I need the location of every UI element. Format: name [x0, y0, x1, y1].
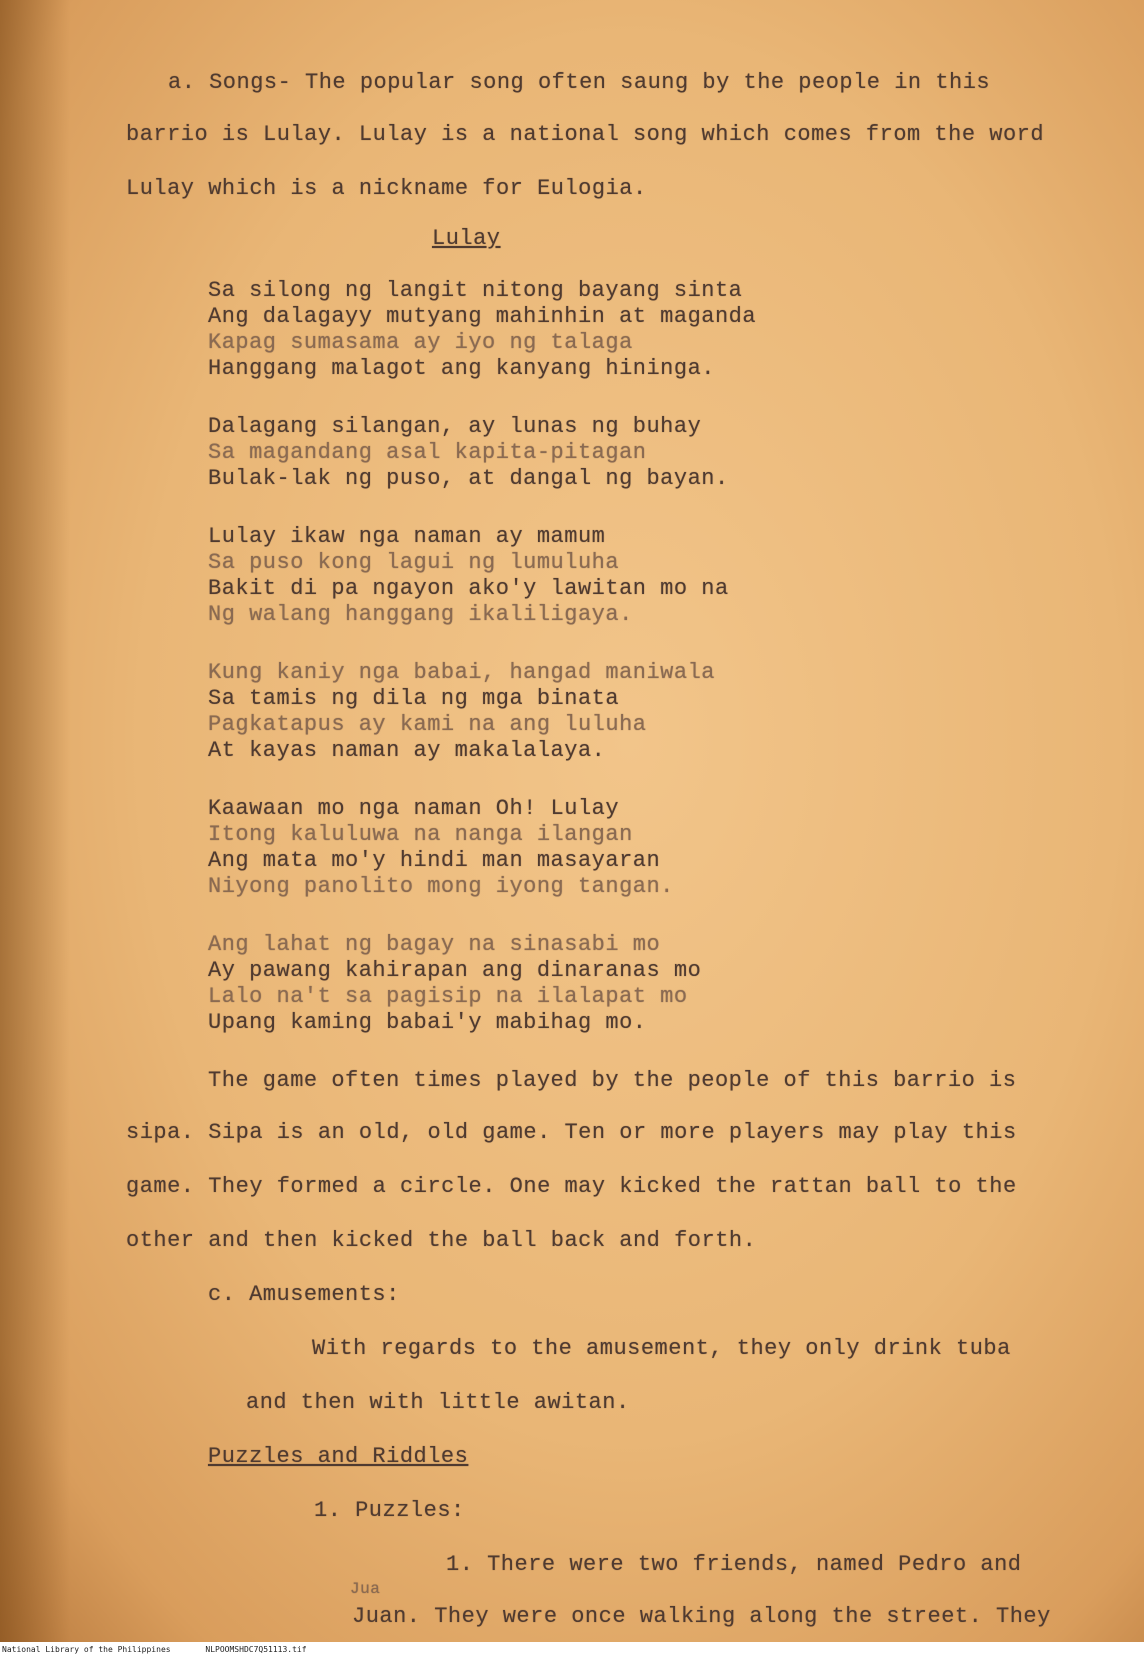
- songs-paragraph-line-3: Lulay which is a nickname for Eulogia.: [126, 176, 647, 201]
- song-title: Lulay: [432, 226, 501, 251]
- song-line: Kapag sumasama ay iyo ng talaga: [208, 330, 633, 355]
- song-line: Sa silong ng langit nitong bayang sinta: [208, 278, 743, 303]
- puzzle-continuation-line: Juan. They were once walking along the street. They: [352, 1604, 1051, 1629]
- amusements-line-2: and then with little awitan.: [246, 1390, 630, 1415]
- song-line: Bulak-lak ng puso, at dangal ng bayan.: [208, 466, 729, 491]
- song-line: Niyong panolito mong iyong tangan.: [208, 874, 674, 899]
- songs-paragraph-line-1: a. Songs- The popular song often saung by the people in this: [168, 70, 991, 95]
- games-paragraph-line-4: other and then kicked the ball back and forth.: [126, 1228, 757, 1253]
- amusements-line-1: With regards to the amusement, they only drink tuba: [312, 1336, 1011, 1361]
- footer-file-id: NLPOOMSHDC7Q51113.tif: [205, 1645, 307, 1654]
- song-line: Bakit di pa ngayon ako'y lawitan mo na: [208, 576, 729, 601]
- puzzle-item-line: 1. There were two friends, named Pedro and: [446, 1552, 1022, 1577]
- amusements-heading: c. Amusements:: [208, 1282, 400, 1307]
- song-line: Ay pawang kahirapan ang dinaranas mo: [208, 958, 702, 983]
- song-line: Sa tamis ng dila ng mga binata: [208, 686, 620, 711]
- correction-fragment: Jua: [350, 1580, 381, 1598]
- song-line: Itong kaluluwa na nanga ilangan: [208, 822, 633, 847]
- song-line: Lulay ikaw nga naman ay mamum: [208, 524, 606, 549]
- song-line: At kayas naman ay makalalaya.: [208, 738, 606, 763]
- song-line: Ang lahat ng bagay na sinasabi mo: [208, 932, 661, 957]
- scan-footer: [0, 1642, 1144, 1658]
- song-line: Sa puso kong lagui ng lumuluha: [208, 550, 620, 575]
- song-line: Pagkatapus ay kami na ang luluha: [208, 712, 647, 737]
- songs-paragraph-line-2: barrio is Lulay. Lulay is a national song which comes from the word: [126, 122, 1045, 147]
- song-line: Sa magandang asal kapita-pitagan: [208, 440, 647, 465]
- games-paragraph-line-3: game. They formed a circle. One may kicked the rattan ball to the: [126, 1174, 1017, 1199]
- puzzles-subheading: 1. Puzzles:: [314, 1498, 465, 1523]
- song-line: Ang mata mo'y hindi man masayaran: [208, 848, 661, 873]
- song-line: Lalo na't sa pagisip na ilalapat mo: [208, 984, 688, 1009]
- song-line: Ang dalagayy mutyang mahinhin at maganda: [208, 304, 757, 329]
- song-line: Ng walang hanggang ikaliligaya.: [208, 602, 633, 627]
- song-line: Upang kaming babai'y mabihag mo.: [208, 1010, 647, 1035]
- footer-source: National Library of the Philippines: [2, 1645, 171, 1654]
- puzzles-heading: Puzzles and Riddles: [208, 1444, 469, 1469]
- games-paragraph-line-2: sipa. Sipa is an old, old game. Ten or more players may play this: [126, 1120, 1017, 1145]
- song-line: Dalagang silangan, ay lunas ng buhay: [208, 414, 702, 439]
- song-line: Hanggang malagot ang kanyang hininga.: [208, 356, 715, 381]
- games-paragraph-line-1: The game often times played by the people of this barrio is: [208, 1068, 1017, 1093]
- song-line: Kung kaniy nga babai, hangad maniwala: [208, 660, 715, 685]
- song-line: Kaawaan mo nga naman Oh! Lulay: [208, 796, 620, 821]
